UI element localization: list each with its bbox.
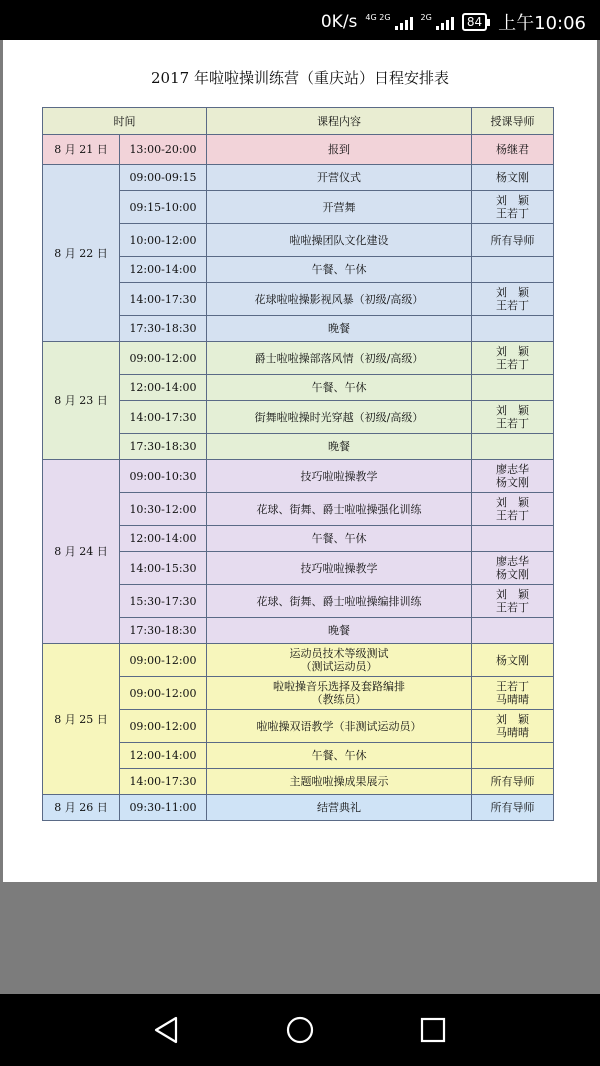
teacher-line: 王若丁 <box>496 207 529 220</box>
course-cell <box>207 552 472 585</box>
teacher-cell <box>472 460 554 493</box>
status-bar <box>0 0 600 40</box>
teacher-cell <box>472 434 554 460</box>
navigation-bar <box>0 994 600 1066</box>
teacher-cell <box>472 618 554 644</box>
teacher-cell <box>472 224 554 257</box>
time-cell: 09:30-11:00 <box>120 795 207 821</box>
time-cell: 12:00-14:00 <box>120 257 207 283</box>
course-line: 午餐、午休 <box>311 381 367 394</box>
recents-button[interactable] <box>415 1012 451 1048</box>
teacher-cell <box>472 375 554 401</box>
course-line: （测试运动员） <box>300 660 378 673</box>
table-row <box>43 526 554 552</box>
course-cell <box>207 375 472 401</box>
teacher-line: 马晴晴 <box>496 693 529 706</box>
teacher-line: 杨文刚 <box>496 171 529 184</box>
back-triangle-icon <box>148 1012 184 1048</box>
teacher-cell <box>472 526 554 552</box>
course-cell <box>207 710 472 743</box>
table-row <box>43 460 554 493</box>
course-line: 午餐、午休 <box>311 532 367 545</box>
teacher-cell <box>472 644 554 677</box>
course-cell <box>207 493 472 526</box>
teacher-cell <box>472 257 554 283</box>
home-circle-icon <box>282 1012 318 1048</box>
cell-signal-icon: 4G 2G <box>365 14 412 30</box>
table-row <box>43 283 554 316</box>
teacher-line: 刘 颖 <box>496 713 529 726</box>
teacher-line: 王若丁 <box>496 358 529 371</box>
course-cell <box>207 135 472 165</box>
course-line: 开营仪式 <box>317 171 361 184</box>
teacher-cell <box>472 283 554 316</box>
home-button[interactable] <box>282 1012 318 1048</box>
course-line: 午餐、午休 <box>311 749 367 762</box>
teacher-cell <box>472 769 554 795</box>
table-row <box>43 677 554 710</box>
teacher-line: 马晴晴 <box>496 726 529 739</box>
course-line: 技巧啦啦操教学 <box>300 469 378 483</box>
course-line: 晚餐 <box>328 440 350 453</box>
course-line: 爵士啦啦操部落风情（初级/高级） <box>254 351 424 365</box>
status-indicators <box>321 9 586 35</box>
course-cell <box>207 795 472 821</box>
teacher-cell <box>472 316 554 342</box>
time-cell: 12:00-14:00 <box>120 743 207 769</box>
time-cell: 09:00-12:00 <box>120 644 207 677</box>
course-cell <box>207 585 472 618</box>
time-cell: 09:00-10:30 <box>120 460 207 493</box>
course-line: 花球啦啦操影视风暴（初级/高级） <box>254 292 424 306</box>
teacher-line: 杨文刚 <box>496 568 529 581</box>
date-cell: 8 月 22 日 <box>43 165 120 342</box>
teacher-cell <box>472 191 554 224</box>
date-cell: 8 月 23 日 <box>43 342 120 460</box>
time-cell: 09:00-12:00 <box>120 677 207 710</box>
table-header-row <box>43 108 554 135</box>
course-line: 报到 <box>328 143 350 156</box>
course-line: （教练员） <box>311 693 367 706</box>
course-cell <box>207 401 472 434</box>
course-cell <box>207 526 472 552</box>
teacher-cell <box>472 710 554 743</box>
teacher-line: 杨文刚 <box>496 653 529 667</box>
teacher-line: 刘 颖 <box>496 194 529 207</box>
table-row <box>43 191 554 224</box>
time-cell: 09:15-10:00 <box>120 191 207 224</box>
network-speed: 0K/s <box>320 12 358 32</box>
teacher-line: 刘 颖 <box>496 404 529 417</box>
table-row <box>43 165 554 191</box>
teacher-line: 刘 颖 <box>496 588 529 601</box>
teacher-cell <box>472 493 554 526</box>
teacher-line: 所有导师 <box>490 233 535 247</box>
teacher-line: 所有导师 <box>490 801 535 814</box>
teacher-line: 刘 颖 <box>496 496 529 509</box>
table-row <box>43 135 554 165</box>
table-row <box>43 375 554 401</box>
teacher-line: 王若丁 <box>496 299 529 312</box>
time-cell: 09:00-12:00 <box>120 710 207 743</box>
time-cell: 09:00-09:15 <box>120 165 207 191</box>
time-cell: 10:00-12:00 <box>120 224 207 257</box>
course-line: 啦啦操音乐选择及套路编排 <box>273 680 405 693</box>
course-cell <box>207 434 472 460</box>
table-row <box>43 257 554 283</box>
teacher-cell <box>472 585 554 618</box>
table-row <box>43 618 554 644</box>
table-row <box>43 795 554 821</box>
teacher-line: 杨继君 <box>496 143 529 156</box>
course-line: 开营舞 <box>322 200 356 214</box>
battery-icon <box>462 13 490 31</box>
teacher-cell <box>472 677 554 710</box>
teacher-cell <box>472 342 554 375</box>
course-line: 花球、街舞、爵士啦啦操强化训练 <box>256 502 422 516</box>
course-cell <box>207 165 472 191</box>
table-row <box>43 743 554 769</box>
teacher-line: 杨文刚 <box>496 476 529 489</box>
header-time: 时间 <box>43 108 207 135</box>
table-row <box>43 434 554 460</box>
teacher-line: 王若丁 <box>496 601 529 614</box>
schedule-table <box>42 107 554 821</box>
course-cell <box>207 677 472 710</box>
teacher-line: 王若丁 <box>496 509 529 522</box>
time-cell: 17:30-18:30 <box>120 618 207 644</box>
cell-signal-2-icon: 2G <box>421 14 454 30</box>
course-line: 运动员技术等级测试 <box>289 647 389 660</box>
course-line: 晚餐 <box>328 322 350 335</box>
teacher-line: 廖志华 <box>496 463 529 476</box>
teacher-cell <box>472 552 554 585</box>
course-line: 结营典礼 <box>317 801 361 814</box>
course-cell <box>207 769 472 795</box>
teacher-cell <box>472 401 554 434</box>
recents-square-icon <box>415 1012 451 1048</box>
course-cell <box>207 743 472 769</box>
course-line: 啦啦操双语教学（非测试运动员） <box>256 719 422 733</box>
course-line: 晚餐 <box>328 624 350 637</box>
table-row <box>43 710 554 743</box>
clock: 上午10:06 <box>498 13 586 34</box>
teacher-line: 所有导师 <box>490 775 535 788</box>
course-line: 啦啦操团队文化建设 <box>289 233 389 247</box>
course-cell <box>207 460 472 493</box>
teacher-cell <box>472 795 554 821</box>
table-row <box>43 585 554 618</box>
course-cell <box>207 224 472 257</box>
document-title: 2017 年啦啦操训练营（重庆站）日程安排表 <box>151 69 449 87</box>
course-cell <box>207 257 472 283</box>
back-button[interactable] <box>148 1012 184 1048</box>
teacher-cell <box>472 743 554 769</box>
empty-viewer-area <box>0 882 600 994</box>
course-cell <box>207 644 472 677</box>
time-cell: 12:00-14:00 <box>120 526 207 552</box>
time-cell: 14:00-17:30 <box>120 769 207 795</box>
date-cell: 8 月 24 日 <box>43 460 120 644</box>
course-cell <box>207 191 472 224</box>
course-line: 街舞啦啦操时光穿越（初级/高级） <box>254 410 424 424</box>
time-cell: 12:00-14:00 <box>120 375 207 401</box>
teacher-cell <box>472 135 554 165</box>
course-line: 花球、街舞、爵士啦啦操编排训练 <box>256 594 422 608</box>
table-row <box>43 644 554 677</box>
course-line: 主题啦啦操成果展示 <box>289 775 389 788</box>
time-cell: 14:00-15:30 <box>120 552 207 585</box>
course-cell <box>207 316 472 342</box>
teacher-line: 刘 颖 <box>496 286 529 299</box>
date-cell: 8 月 26 日 <box>43 795 120 821</box>
time-cell: 14:00-17:30 <box>120 283 207 316</box>
course-cell <box>207 283 472 316</box>
course-line: 午餐、午休 <box>311 263 367 276</box>
time-cell: 15:30-17:30 <box>120 585 207 618</box>
date-cell: 8 月 25 日 <box>43 644 120 795</box>
teacher-cell <box>472 165 554 191</box>
time-cell: 13:00-20:00 <box>120 135 207 165</box>
battery-level: 84 <box>462 13 487 31</box>
table-row <box>43 342 554 375</box>
teacher-line: 王若丁 <box>496 417 529 430</box>
time-cell: 10:30-12:00 <box>120 493 207 526</box>
table-row <box>43 224 554 257</box>
time-cell: 17:30-18:30 <box>120 434 207 460</box>
table-row <box>43 493 554 526</box>
time-cell: 17:30-18:30 <box>120 316 207 342</box>
table-row <box>43 401 554 434</box>
course-cell <box>207 342 472 375</box>
course-cell <box>207 618 472 644</box>
table-row <box>43 316 554 342</box>
table-row <box>43 769 554 795</box>
table-row <box>43 552 554 585</box>
course-line: 技巧啦啦操教学 <box>300 561 378 575</box>
header-teacher: 授课导师 <box>472 108 554 135</box>
document-page[interactable] <box>3 40 597 882</box>
time-cell: 14:00-17:30 <box>120 401 207 434</box>
teacher-line: 刘 颖 <box>496 345 529 358</box>
time-cell: 09:00-12:00 <box>120 342 207 375</box>
header-course: 课程内容 <box>207 108 472 135</box>
teacher-line: 廖志华 <box>496 555 529 568</box>
teacher-line: 王若丁 <box>496 680 529 693</box>
date-cell: 8 月 21 日 <box>43 135 120 165</box>
